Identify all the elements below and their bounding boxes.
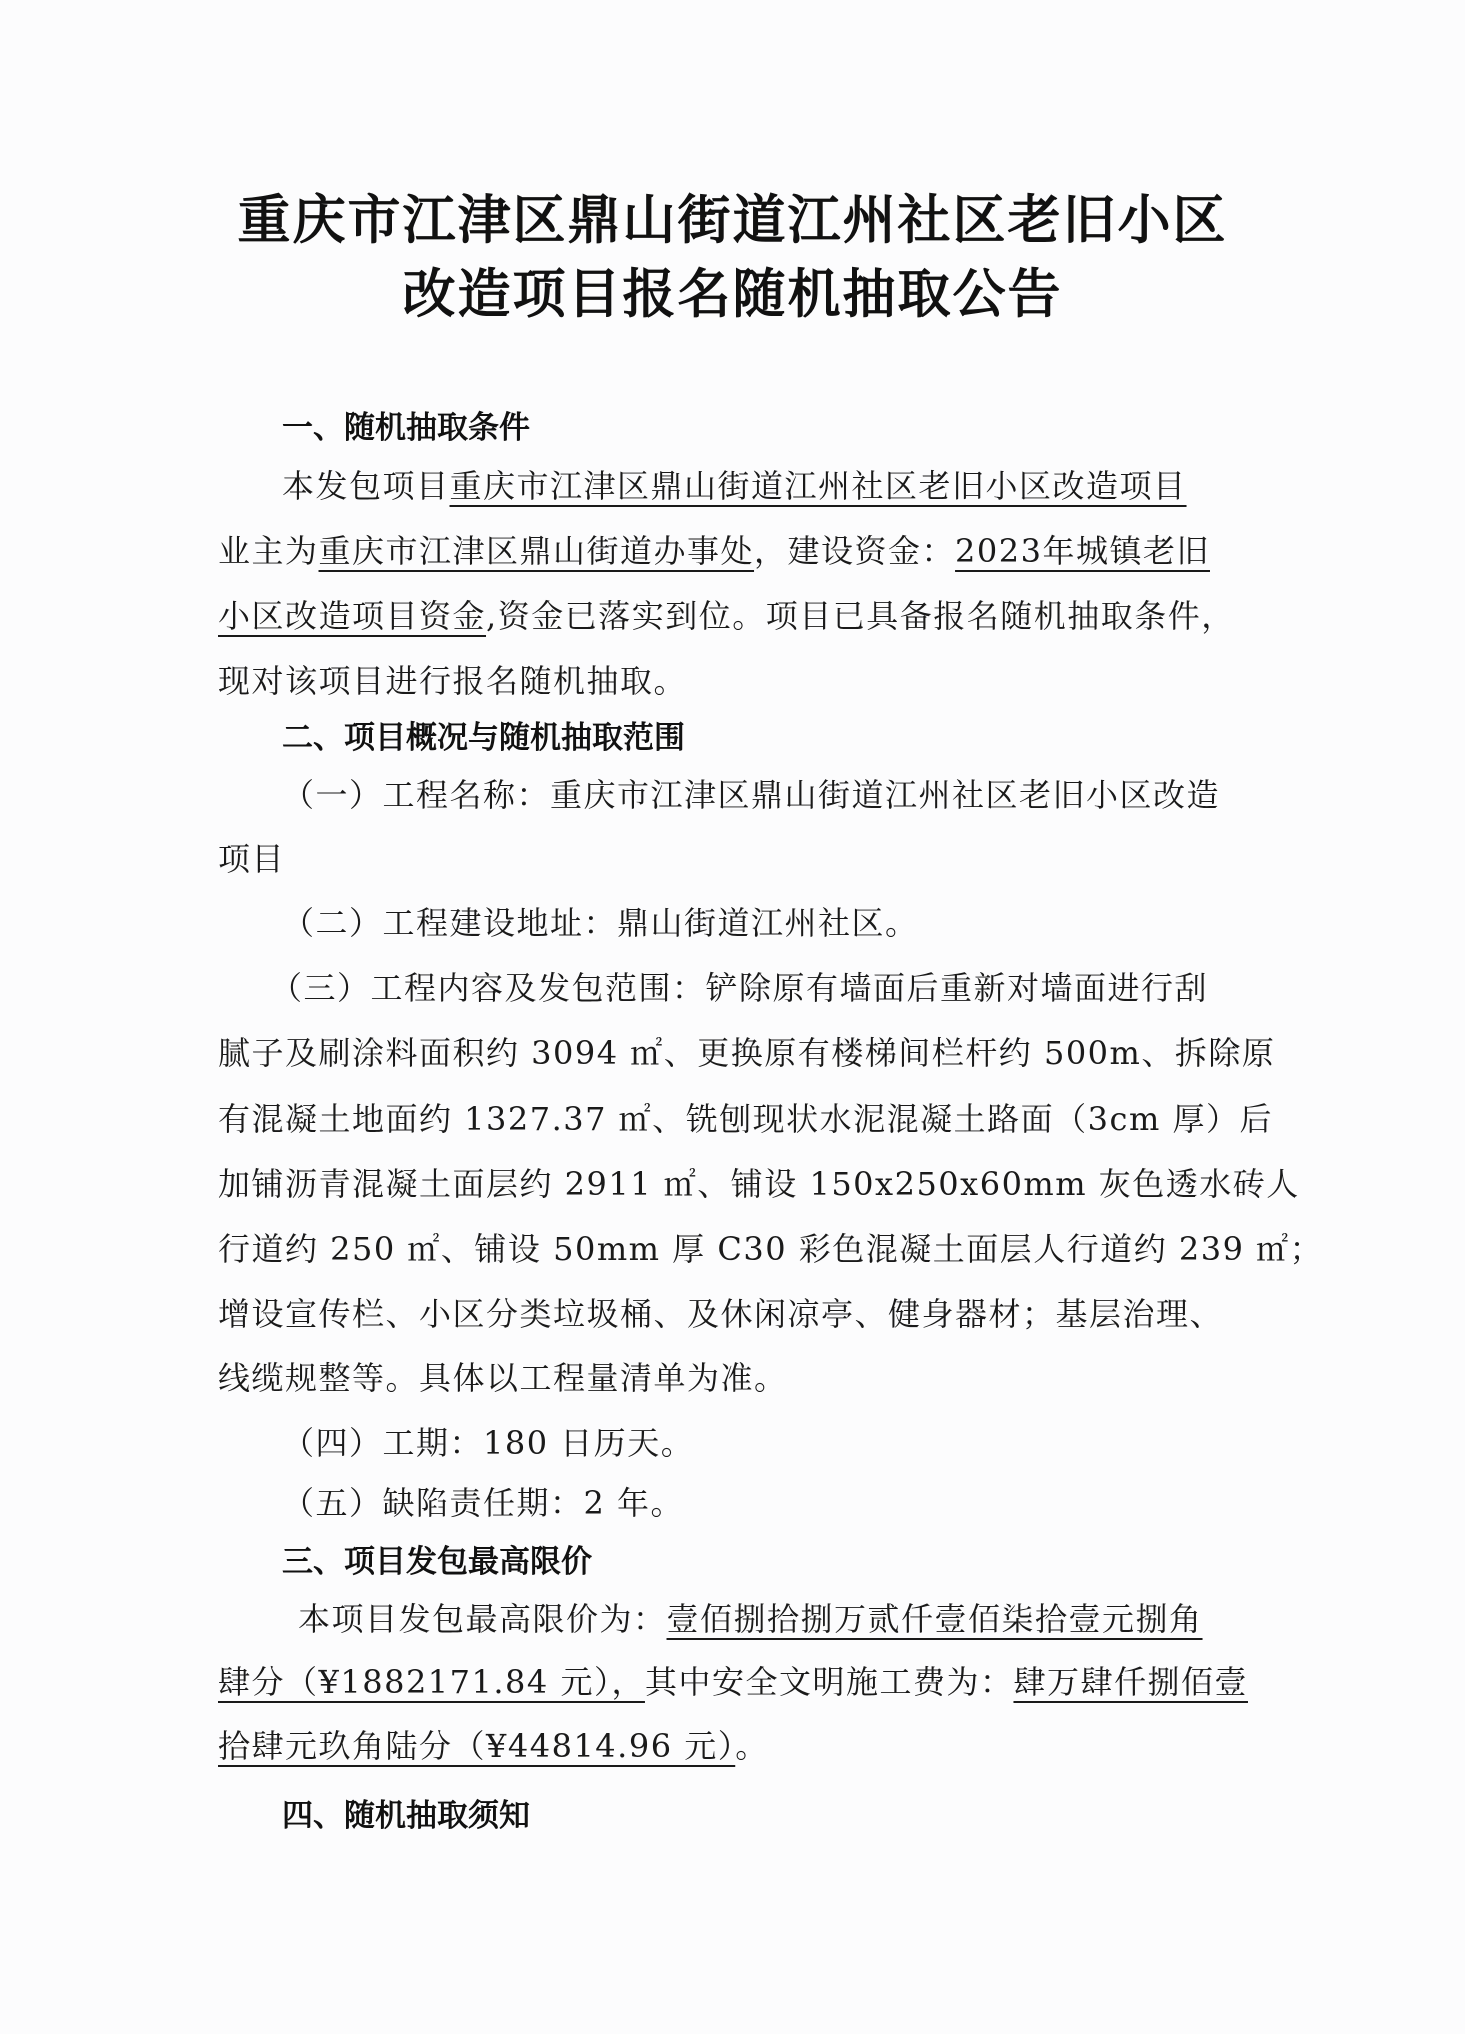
text-segment: 业主为 — [218, 532, 319, 570]
item5: （五）缺陷责任期：2 年。 — [282, 1484, 685, 1522]
section3-line1 — [298, 1594, 1203, 1640]
item3-line4: 加铺沥青混凝土面层约 2911 ㎡、铺设 150x250x60mm 灰色透水砖人 — [218, 1165, 1300, 1203]
item1-line1: （一）工程名称：重庆市江津区鼎山街道江州社区老旧小区改造 — [282, 776, 1221, 814]
fund-underlined: 2023年城镇老旧 — [955, 532, 1210, 570]
text-segment: ,资金已落实到位。项目已具备报名随机抽取条件， — [486, 597, 1235, 635]
fund-underlined-cont: 小区改造项目资金 — [218, 597, 487, 635]
section2-heading: 二、项目概况与随机抽取范围 — [282, 720, 685, 756]
item3-line6: 增设宣传栏、小区分类垃圾桶、及休闲凉亭、健身器材；基层治理、 — [218, 1295, 1224, 1333]
text-segment: 其中安全文明施工费为： — [644, 1663, 1014, 1701]
item1-line2: 项目 — [218, 840, 286, 878]
item3-line5: 行道约 250 ㎡、铺设 50mm 厚 C30 彩色混凝土面层人行道约 239 ㎡； — [218, 1230, 1324, 1268]
price-underlined-cont: 肆分（¥1882171.84 元）， — [218, 1663, 645, 1701]
owner-underlined: 重庆市江津区鼎山街道办事处 — [318, 532, 755, 570]
document-title-line1: 重庆市江津区鼎山街道江州社区老旧小区 — [237, 189, 1228, 251]
document-title-line2: 改造项目报名随机抽取公告 — [402, 263, 1063, 325]
item3-line1: （三）工程内容及发包范围：铲除原有墙面后重新对墙面进行刮 — [270, 969, 1209, 1007]
section1-line3 — [218, 591, 1235, 637]
section3-line2 — [218, 1657, 1248, 1703]
text-segment: 本发包项目 — [282, 467, 450, 505]
text-segment: 本项目发包最高限价为： — [298, 1600, 667, 1638]
item3-line3: 有混凝土地面约 1327.37 ㎡、铣刨现状水泥混凝土路面（3cm 厚）后 — [218, 1100, 1273, 1138]
section3-heading: 三、项目发包最高限价 — [282, 1544, 592, 1580]
item3-line2: 腻子及刷涂料面积约 3094 ㎡、更换原有楼梯间栏杆约 500m、拆除原 — [218, 1034, 1276, 1072]
text-segment: ，建设资金： — [754, 532, 956, 570]
project-name-underlined: 重庆市江津区鼎山街道江州社区老旧小区改造项目 — [449, 467, 1187, 505]
section1-line2 — [218, 526, 1210, 572]
safety-fee-underlined: 肆万肆仟捌佰壹 — [1013, 1663, 1248, 1701]
section4-heading: 四、随机抽取须知 — [282, 1798, 530, 1834]
text-segment: 。 — [735, 1727, 769, 1765]
safety-fee-underlined-cont: 拾肆元玖角陆分（¥44814.96 元） — [218, 1727, 736, 1765]
price-underlined: 壹佰捌拾捌万贰仟壹佰柒拾壹元捌角 — [666, 1600, 1203, 1638]
section3-line3 — [218, 1721, 769, 1767]
section1-line4: 现对该项目进行报名随机抽取。 — [218, 662, 688, 700]
item4: （四）工期：180 日历天。 — [282, 1424, 695, 1462]
section1-heading: 一、随机抽取条件 — [282, 410, 530, 446]
item3-line7: 线缆规整等。具体以工程量清单为准。 — [218, 1359, 788, 1397]
section1-line1 — [282, 461, 1187, 507]
item2: （二）工程建设地址：鼎山街道江州社区。 — [282, 904, 919, 942]
